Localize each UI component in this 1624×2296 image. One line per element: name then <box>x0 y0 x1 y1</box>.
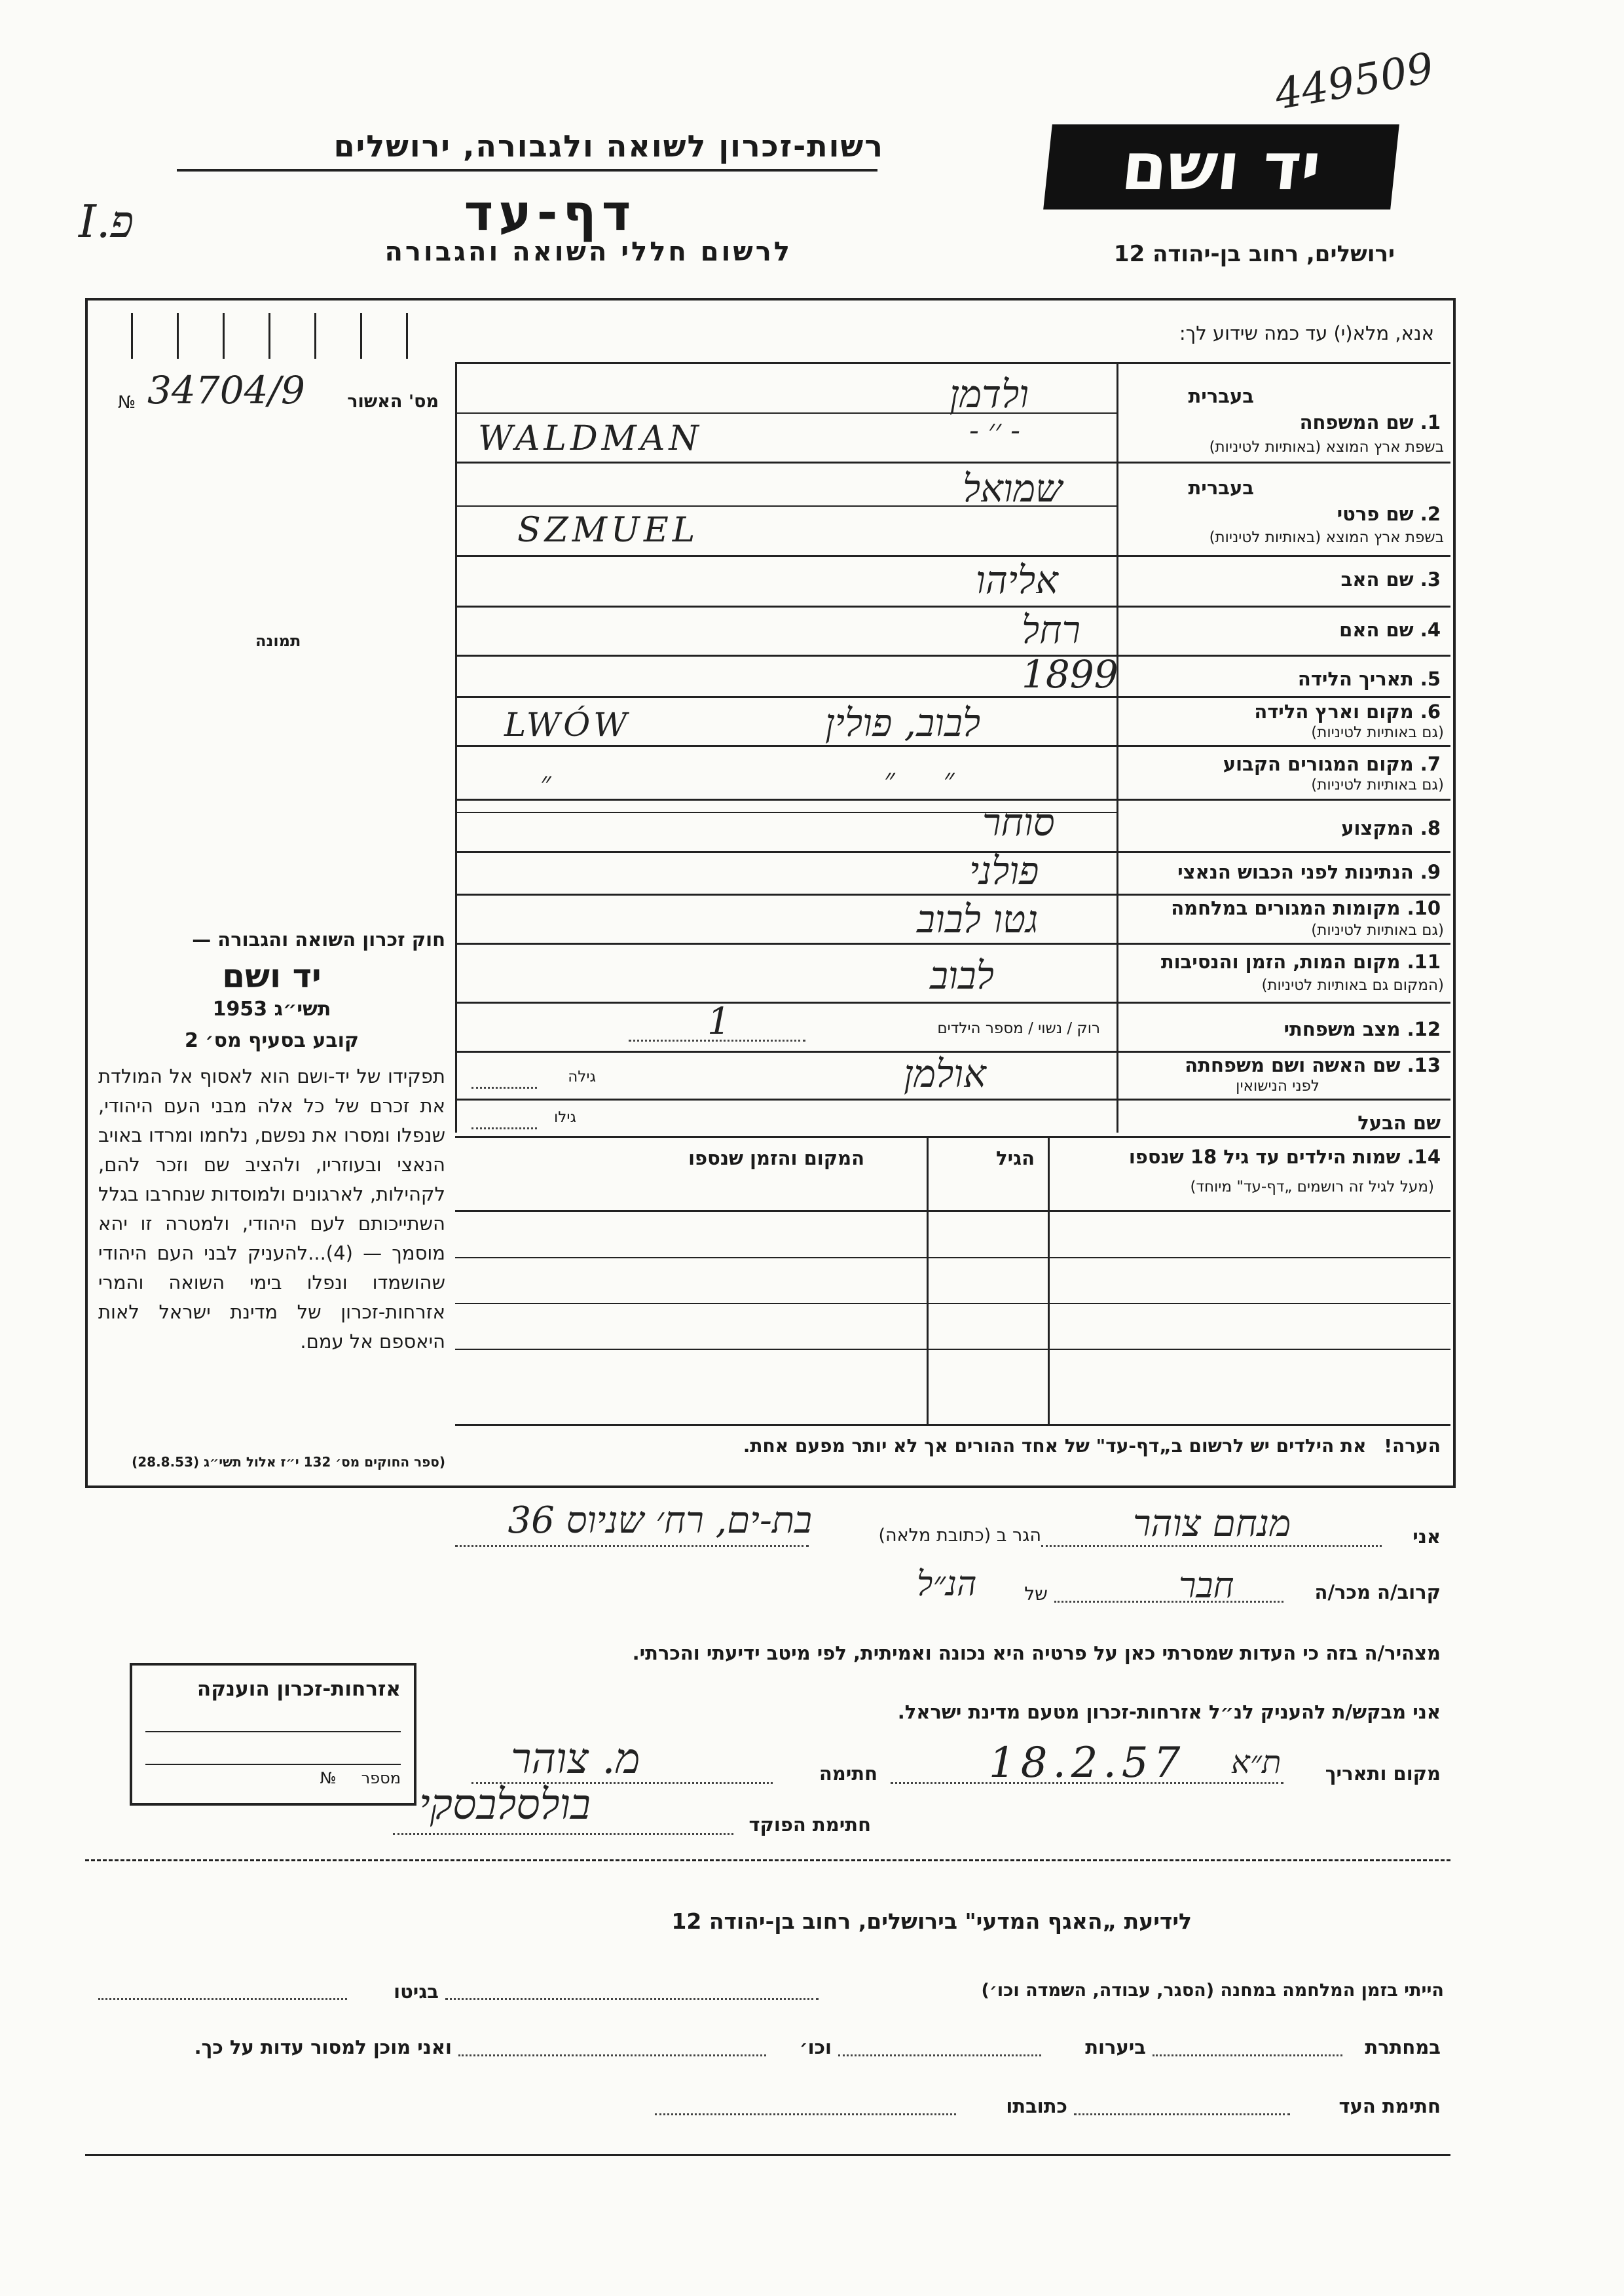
field-5-label: 5. תאריך הלידה <box>1297 668 1441 690</box>
place-date-label: מקום ותאריך <box>1325 1762 1441 1785</box>
remark-text: את הילדים יש לרשום ב„דף-עד" של אחד ההורים אך לא יותר מפעם אחת. <box>743 1435 1367 1457</box>
declarant-resides-label: הגר ב (כתובת מלאה) <box>878 1525 1041 1546</box>
field-6-sub: (גם באותיות לטיניות) <box>1311 724 1444 741</box>
footer-line-3-b: כתובתו <box>1006 2095 1067 2117</box>
footer-line-1-end: בגיטו <box>394 1980 439 2003</box>
field-10-label: 10. מקומות המגורים במלחמה <box>1171 897 1441 919</box>
law-clause: קובע בסעיף מס׳ 2 <box>184 1029 360 1052</box>
authority-underline <box>177 169 877 172</box>
approval-label: מס' האשור <box>347 392 439 412</box>
footer-top-rule <box>85 1859 1450 1863</box>
hebrew-label-2: בעברית <box>1188 477 1254 499</box>
wife-age-line <box>471 1087 537 1089</box>
page-mark: I.פ <box>79 196 134 248</box>
husband-age-label: גילו <box>554 1109 576 1126</box>
law-citation: (ספר החוקים מס׳ 132 י״ז אלול תשי״ג (28.8.53) <box>132 1454 445 1470</box>
birth-place-latin: LWÓW <box>504 706 631 744</box>
field-7-label: 7. מקום המגורים הקבוע <box>1223 753 1441 775</box>
remark-label: הערה! <box>1384 1435 1441 1457</box>
footer-line-1: הייתי בזמן המלחמה במחנה (הסגר, עבודה, השמדה וכו׳) <box>981 1980 1444 2001</box>
field-4-label: 4. שם האם <box>1339 619 1441 641</box>
wife-name: אולמן <box>904 1051 986 1096</box>
footer-line-2-a: במחתרת <box>1365 2036 1441 2058</box>
field-1-label: 1. שם המשפחה <box>1299 411 1441 433</box>
field-9-label: 9. הנתינות לפני הכבוש הנאצי <box>1177 861 1441 883</box>
declaration-statement: מצהיר/ה בזה כי העדות שמסרתי כאן על פרטיה היא נכונה ואמיתית, לפי מיטב ידיעתי והכרתי. <box>632 1642 1441 1664</box>
footer-line-2-field-a[interactable] <box>1153 2054 1342 2056</box>
birth-place-hebrew: לבוב, פולין <box>825 701 981 745</box>
wife-age-label: גילה <box>568 1068 596 1085</box>
citizenship-box <box>130 1663 416 1806</box>
footer-bottom-rule <box>85 2154 1450 2156</box>
declarant-signature: מ. צוהר <box>511 1735 640 1783</box>
relation-of-label: של <box>1024 1583 1048 1605</box>
given-name-hebrew: שמואל <box>963 466 1063 511</box>
photo-label: תמונה <box>255 632 301 650</box>
residence-latin: ״ <box>540 766 551 799</box>
col-divider-left <box>455 363 457 1133</box>
form-title: דף-עד <box>464 183 637 242</box>
field-11-label: 11. מקום המות, הזמן והנסיבות <box>1160 951 1441 973</box>
form-intro: אנא, מלא(י) עד כמה שידוע לך: <box>1179 322 1434 344</box>
birth-date: 1899 <box>1022 652 1118 697</box>
declarant-i-label: אני <box>1412 1525 1441 1548</box>
children-top-line <box>455 1136 1450 1138</box>
children-col-age: הגיל <box>996 1147 1035 1169</box>
marital-options: רוק / נשוי / מספר הילדים <box>937 1020 1100 1037</box>
declarant-address: בת-ים, רח׳ שניוס 36 <box>507 1499 812 1542</box>
law-title: חוק זכרון השואה והגבורה — <box>192 928 445 951</box>
institute-address: ירושלים, רחוב בן-יהודה 12 <box>1113 241 1395 267</box>
surname-mark: - ׳׳ - <box>969 414 1021 447</box>
field-13-label: 13. שם האשה ושם משפחתה <box>1185 1054 1441 1076</box>
officer-label: חתימת הפוקד <box>748 1813 871 1836</box>
field-1-sub: בשפת ארץ המוצא (באותיות לטיניות) <box>1209 439 1444 456</box>
surname-hebrew: ולדמן <box>950 372 1029 416</box>
mother-name: רחל <box>1022 608 1080 652</box>
logo-text: יד ושם <box>1118 128 1325 205</box>
field-10-sub: (גם באותיות לטיניות) <box>1311 922 1444 939</box>
declaration-request: אני מבקש/ת להעניק לנ״ל אזרחות-זכרון מטעם מדינת ישראל. <box>897 1701 1441 1723</box>
signature-label: חתימה <box>819 1762 877 1785</box>
death-place: לבוב <box>930 953 994 998</box>
husband-age-line <box>471 1127 537 1129</box>
footer-line-2-c: וכו׳ <box>799 2036 832 2058</box>
footer-line-2-b: ביערות <box>1085 2036 1146 2058</box>
field-12-label: 12. מצב משפחתי <box>1283 1018 1441 1040</box>
nationality: פולני <box>969 848 1039 893</box>
approval-number: 34704/9 <box>147 368 305 412</box>
children-note: (מעל לגיל זה רושמים „דף-עד" מיוחד) <box>1190 1178 1434 1195</box>
field-2-sub: בשפת ארץ המוצא (באותיות לטיניות) <box>1209 529 1444 546</box>
father-name: אליהו <box>976 558 1058 602</box>
field-3-label: 3. שם האב <box>1340 568 1441 591</box>
husband-label: שם הבעל <box>1357 1112 1441 1134</box>
surname-latin: WALDMAN <box>478 419 703 458</box>
place-date-value: 18.2.57 <box>989 1739 1186 1787</box>
hebrew-label-1: בעברית <box>1188 385 1254 407</box>
law-text: תפקידו של יד-ושם הוא לאסוף אל המולדת את זכרם של כל אלה מבני העם היהודי, שנפלו ומסרו את נפשם, נלחמו ומרדו באויב הנאצי ובעוזריו, ולהציב שם וזכר להם, לקהילות, לארגונים ולמוסדות שנחרבו בגלל השתייכותם לעם היהודי, ולמטרה זו יהא מוסמך — (4)...להעניק לבני העם היהודי שהושמדו ונפלו בימי השואה והמרי אזרחות-זכרון של מדינת ישראל לאות היאספם אל עמם. <box>98 1065 445 1353</box>
field-6-label: 6. מקום וארץ הלידה <box>1254 701 1441 723</box>
form-subtitle: לרשום חללי השואה והגבורה <box>384 237 792 267</box>
authority-name: רשות-זכרון לשואה ולגבורה, ירושלים <box>333 128 884 164</box>
children-title: 14. שמות הילדים עד גיל 18 שנספו <box>1128 1146 1441 1168</box>
law-year: תשי״ג 1953 <box>212 998 331 1021</box>
footer-line-2-end: ואני מוכן למסור עדות על כך. <box>194 2036 452 2058</box>
footer-line-1-field[interactable] <box>445 1998 819 2000</box>
citizenship-box-number: מספר № <box>320 1769 401 1787</box>
wartime-residence: גטו לבוב <box>917 897 1039 941</box>
officer-signature: בולסלבסקי <box>419 1781 591 1829</box>
footer-line-2-field-c[interactable] <box>458 2054 766 2056</box>
footer-witness-address-field[interactable] <box>655 2113 956 2115</box>
relation-label: קרוב/ה מכר/ה <box>1314 1581 1441 1603</box>
children-col-place: המקום והזמן שנספו <box>688 1147 864 1169</box>
citizenship-box-line-1 <box>145 1731 401 1732</box>
place-date-place: ת״א <box>1231 1744 1282 1781</box>
footer-witness-signature-field[interactable] <box>1074 2113 1290 2115</box>
grid-top-line <box>455 362 1450 364</box>
footer-line-3-a: חתימת העד <box>1338 2095 1441 2117</box>
footer-title: לידיעת „האגף המדעי" בירושלים, רחוב בן-יהודה 12 <box>671 1908 1192 1934</box>
relation-of-value: הנ״ל <box>917 1565 977 1604</box>
footer-line-2-field-b[interactable] <box>838 2054 1041 2056</box>
approval-ticks <box>111 313 426 359</box>
field-11-sub: (המקום גם באותיות לטיניות) <box>1261 977 1444 994</box>
citizenship-box-line-2 <box>145 1764 401 1765</box>
yad-vashem-logo <box>1043 124 1399 210</box>
field-2-label: 2. שם פרטי <box>1337 503 1441 525</box>
citizenship-box-title: אזרחות-זכרון הוענקה <box>196 1677 401 1701</box>
archive-number: 449509 <box>1271 44 1437 120</box>
declarant-name: מנחם צוהר <box>1133 1503 1291 1545</box>
given-name-latin: SZMUEL <box>517 511 699 550</box>
law-name: יד ושם <box>222 957 322 995</box>
field-8-label: 8. המקצוע <box>1341 817 1441 839</box>
approval-no-prefix: № <box>118 393 136 412</box>
relation-value: חבר <box>1179 1565 1234 1606</box>
residence-hebrew: ״ ״ <box>884 763 955 796</box>
field-13-sub: לפני הנישואין <box>1236 1078 1320 1095</box>
field-7-sub: (גם באותיות לטיניות) <box>1311 776 1444 793</box>
children-count: 1 <box>707 1000 731 1043</box>
remark-row <box>458 1435 1441 1457</box>
occupation: סוחר <box>982 800 1055 845</box>
